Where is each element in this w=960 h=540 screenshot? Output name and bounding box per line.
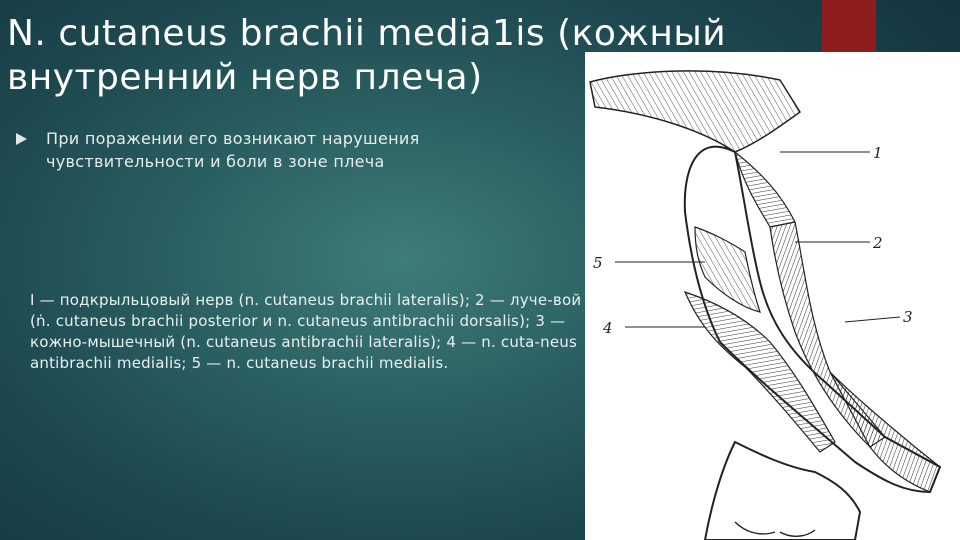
- figure-caption: I — подкрыльцовый нерв (n. cutaneus brachii lateralis); 2 — луче-вой (ṅ. cutaneus brachii posterior и n. cutaneus antibrachii dorsalis); 3 — кожно-мышечный (n. cutaneus antibrachii lateralis); 4 — n. cuta-neus antibrachii medialis; 5 — n. cutaneus brachii medialis.: [30, 291, 582, 372]
- hand-outline: [705, 442, 860, 540]
- label-5: 5: [593, 254, 603, 272]
- label-1: 1: [873, 144, 883, 162]
- label-3: 3: [903, 308, 913, 326]
- label-4: 4: [603, 319, 613, 337]
- slide-title: N. cutaneus brachii media1is (кожный внутренний нерв плеча): [7, 13, 727, 98]
- arm-drawing: [585, 52, 960, 540]
- triangle-arrow-icon: [14, 132, 28, 146]
- arm-nerve-illustration: [585, 52, 960, 540]
- bullet-item: [14, 127, 574, 173]
- label-2: 2: [873, 234, 883, 252]
- bullet-text: При поражении его возникают нарушения чувствительности и боли в зоне плеча: [46, 129, 420, 171]
